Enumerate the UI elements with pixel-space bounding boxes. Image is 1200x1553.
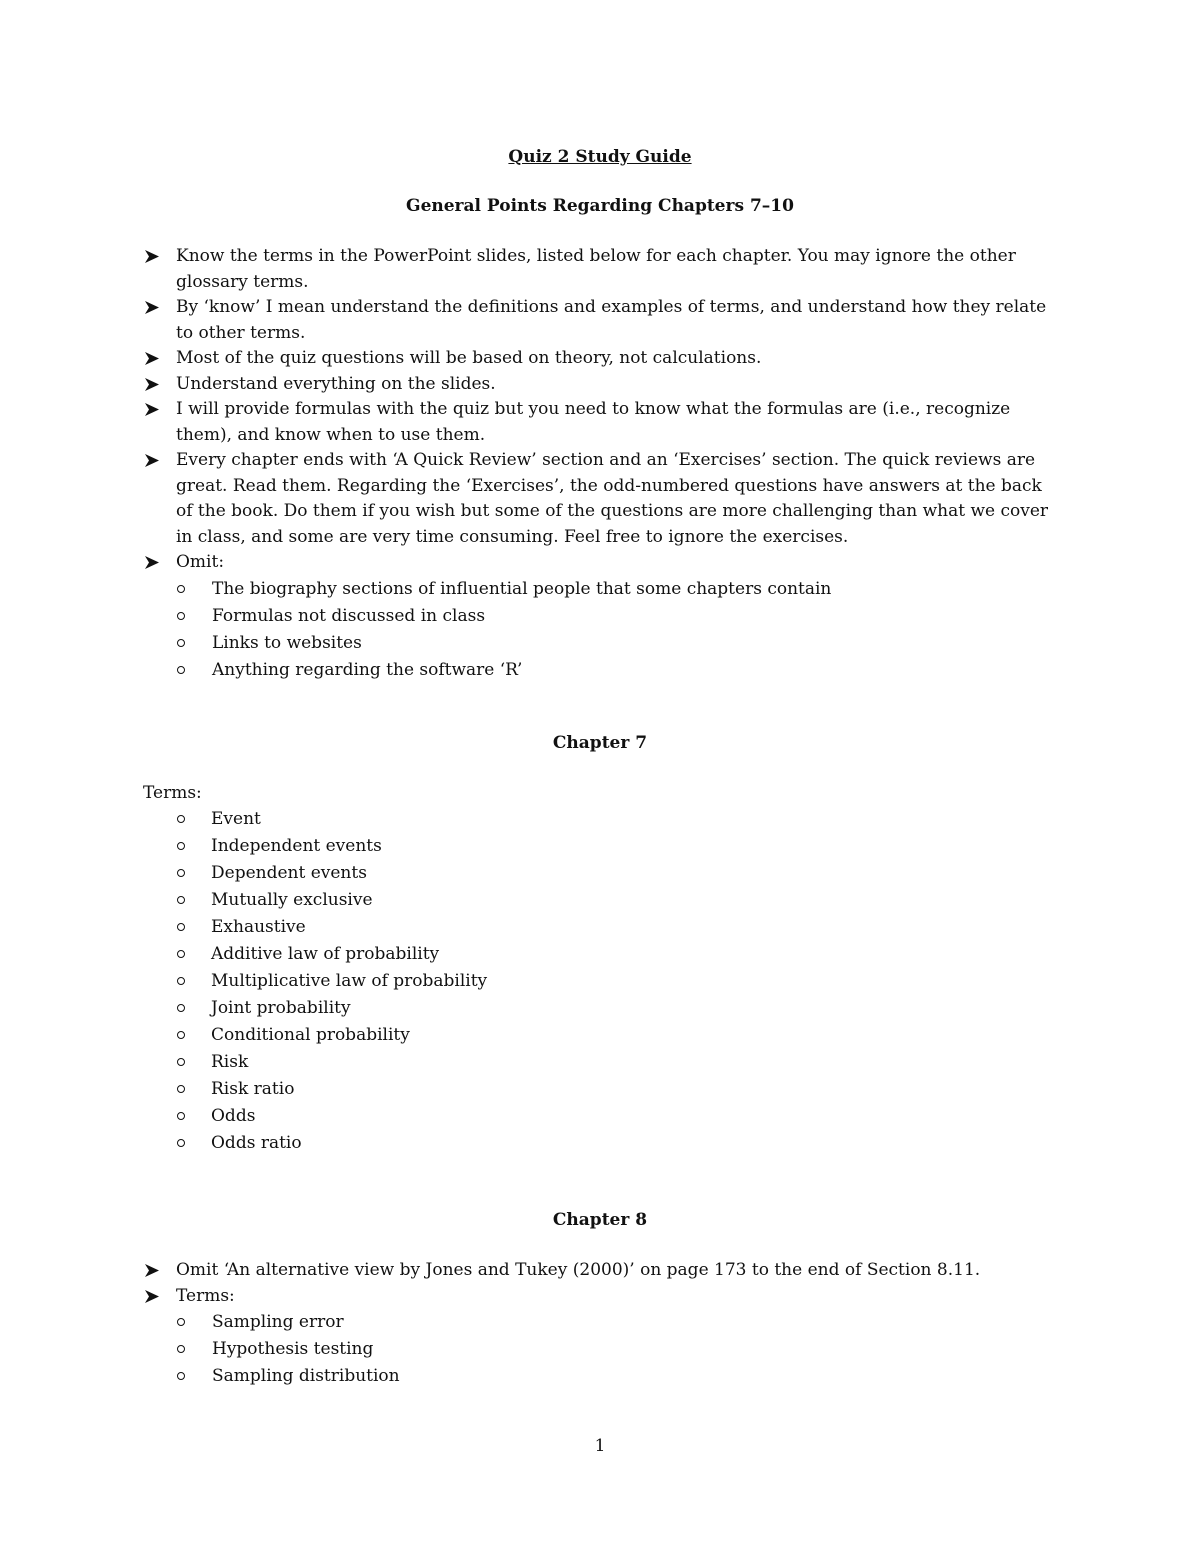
sublist-item: Links to websites	[176, 630, 1063, 657]
section-heading-general-points: General Points Regarding Chapters 7–10	[406, 196, 794, 216]
term-item: Sampling error	[176, 1309, 1063, 1336]
arrow-bullet-icon	[143, 448, 163, 473]
arrow-bullet-icon	[143, 550, 163, 575]
term-item: Event	[176, 806, 487, 833]
arrow-bullet-icon	[143, 244, 163, 269]
list-item	[143, 244, 1063, 295]
arrow-bullet-icon	[143, 1284, 163, 1309]
circle-bullet-icon	[177, 1085, 185, 1093]
circle-bullet-icon	[177, 896, 185, 904]
list-item-text: Omit ‘An alternative view by Jones and Tukey (2000)’ on page 173 to the end of Section 8.11.	[176, 1260, 981, 1280]
circle-bullet-icon	[177, 842, 185, 850]
term-item: Odds	[176, 1103, 487, 1130]
list-item-text: By ‘know’ I mean understand the definitions and examples of terms, and understand how they relate to other terms.	[176, 297, 1047, 343]
omit-sublist	[176, 576, 1063, 684]
sublist-item: The biography sections of influential people that some chapters contain	[176, 576, 1063, 603]
list-item-text: Understand everything on the slides.	[176, 373, 496, 394]
list-item-text: I will provide formulas with the quiz but you need to know what the formulas are (i.e., recognize them), and know when to use them.	[176, 399, 1011, 445]
list-item-text: Omit:	[176, 552, 225, 572]
term-item: Dependent events	[176, 860, 487, 887]
list-item	[143, 448, 1063, 550]
list-item-text: Terms:	[176, 1285, 235, 1306]
term-item: Multiplicative law of probability	[176, 968, 487, 995]
term-item: Mutually exclusive	[176, 887, 487, 914]
page-number: 1	[594, 1436, 606, 1456]
list-item-text: Most of the quiz questions will be based on theory, not calculations.	[176, 348, 762, 368]
circle-bullet-icon	[177, 1372, 185, 1380]
arrow-bullet-icon	[143, 346, 163, 371]
list-item	[143, 397, 1063, 448]
circle-bullet-icon	[177, 612, 185, 620]
sublist-item: Anything regarding the software ‘R’	[176, 657, 1063, 684]
term-item: Hypothesis testing	[176, 1336, 1063, 1363]
circle-bullet-icon	[177, 1112, 185, 1120]
term-item: Risk ratio	[176, 1076, 487, 1103]
circle-bullet-icon	[177, 869, 185, 877]
list-item-text: Know the terms in the PowerPoint slides, listed below for each chapter. You may ignore the other glossary terms.	[176, 246, 1016, 292]
list-item	[143, 1258, 1063, 1284]
circle-bullet-icon	[177, 815, 185, 823]
circle-bullet-icon	[177, 1345, 185, 1353]
chapter-7-terms-list	[176, 806, 487, 1157]
general-points-list	[143, 244, 1063, 684]
arrow-bullet-icon	[143, 1258, 163, 1283]
term-item: Conditional probability	[176, 1022, 487, 1049]
circle-bullet-icon	[177, 950, 185, 958]
term-item: Exhaustive	[176, 914, 487, 941]
chapter-8-terms-list	[176, 1309, 1063, 1390]
circle-bullet-icon	[177, 923, 185, 931]
circle-bullet-icon	[177, 1318, 185, 1326]
arrow-bullet-icon	[143, 295, 163, 320]
list-item	[143, 346, 1063, 372]
term-item: Odds ratio	[176, 1130, 487, 1157]
document-title: Quiz 2 Study Guide	[508, 147, 692, 167]
chapter-8-points-list	[143, 1258, 1063, 1390]
list-item-omit	[143, 550, 1063, 684]
arrow-bullet-icon	[143, 372, 163, 397]
chapter-7-heading: Chapter 7	[552, 733, 648, 753]
circle-bullet-icon	[177, 666, 185, 674]
term-item: Independent events	[176, 833, 487, 860]
chapter-7-terms-label: Terms:	[143, 783, 202, 803]
list-item	[143, 295, 1063, 346]
term-item: Joint probability	[176, 995, 487, 1022]
sublist-item: Formulas not discussed in class	[176, 603, 1063, 630]
arrow-bullet-icon	[143, 397, 163, 422]
circle-bullet-icon	[177, 639, 185, 647]
term-item: Additive law of probability	[176, 941, 487, 968]
list-item	[143, 372, 1063, 398]
circle-bullet-icon	[177, 1031, 185, 1039]
circle-bullet-icon	[177, 1058, 185, 1066]
list-item-terms	[143, 1284, 1063, 1391]
list-item-text: Every chapter ends with ‘A Quick Review’ section and an ‘Exercises’ section. The quick reviews are great. Read them. Regarding the ‘Exercises’, the odd-numbered questions have answers at the back of the book. Do them if you wish but some of the questions are more challenging than what we cover in class, and some are very time consuming. Feel free to ignore the exercises.	[176, 450, 1049, 547]
term-item: Sampling distribution	[176, 1363, 1063, 1390]
circle-bullet-icon	[177, 1139, 185, 1147]
circle-bullet-icon	[177, 1004, 185, 1012]
term-item: Risk	[176, 1049, 487, 1076]
circle-bullet-icon	[177, 585, 185, 593]
chapter-8-heading: Chapter 8	[552, 1210, 648, 1230]
circle-bullet-icon	[177, 977, 185, 985]
